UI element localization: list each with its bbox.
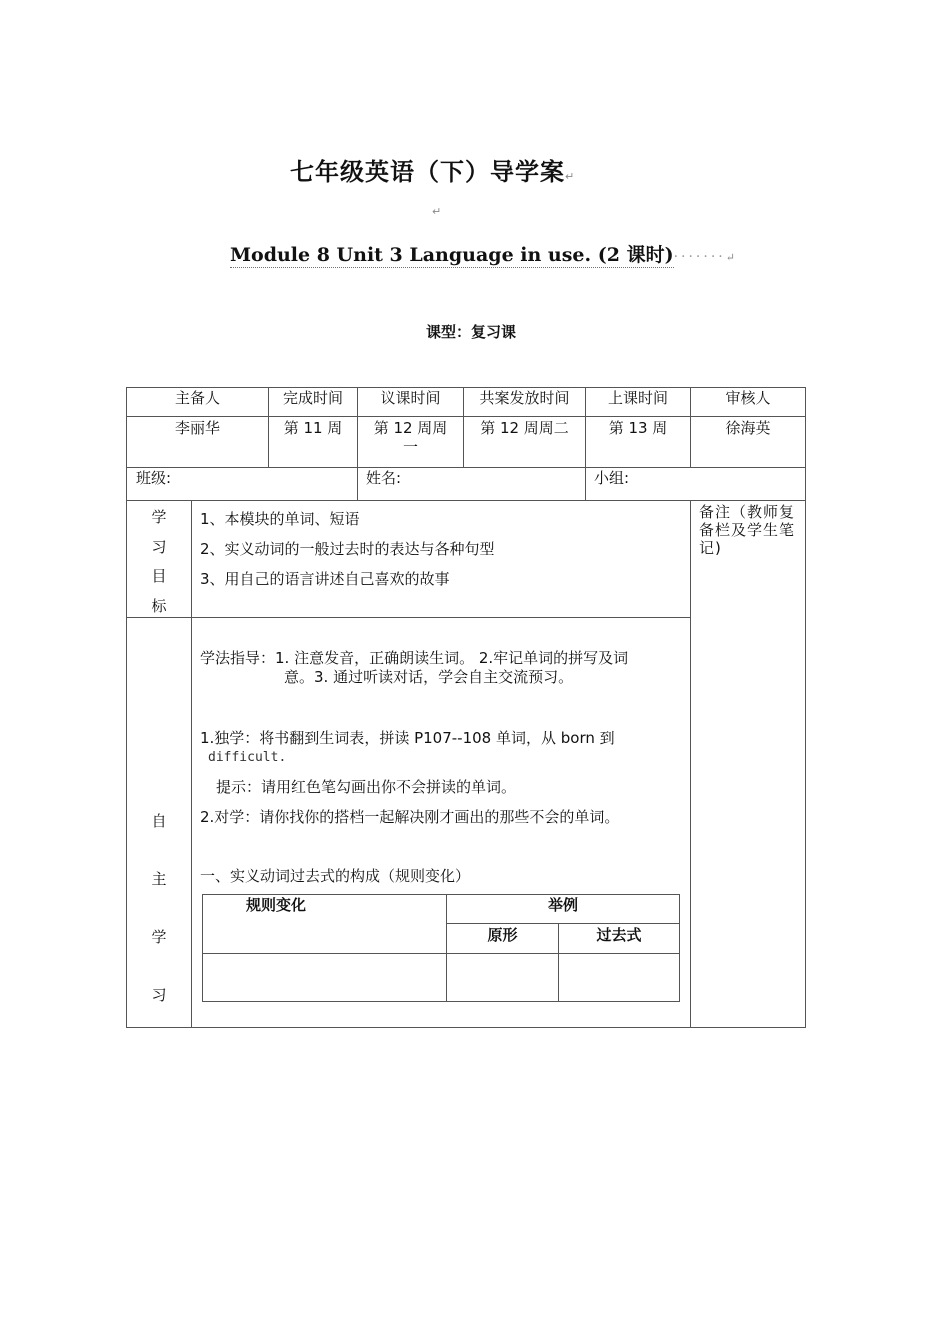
paragraph-mark-icon: ↵ — [725, 251, 735, 264]
col-past-form: 过去式 — [596, 926, 642, 944]
module-subtitle: Module 8 Unit 3 Language in use. (2 课时)·······↵ — [230, 244, 735, 266]
document-title: 七年级英语（下）导学案↵ — [290, 158, 576, 186]
header-reviewer: 审核人 — [725, 389, 771, 407]
study-guide: 学法指导：1. 注意发音，正确朗读生词。 2.牢记单词的拼写及词 意。3. 通过听读对话，学会自主交流预习。 — [200, 649, 629, 686]
paragraph-mark-icon: ↵ — [565, 170, 576, 183]
section-title: 一、实义动词过去式的构成（规则变化） — [200, 867, 471, 885]
paragraph-mark-icon: ↵ — [432, 205, 442, 218]
goal-item: 3、用自己的语言讲述自己喜欢的故事 — [200, 570, 450, 588]
class-time-value: 第 13 周 — [608, 419, 668, 437]
group-label: 小组: — [594, 469, 630, 487]
self-study-side-label: 自 主 学 习 — [151, 812, 167, 1004]
header-preparer: 主备人 — [174, 389, 220, 407]
finish-time-value: 第 11 周 — [283, 419, 343, 437]
release-time-value: 第 12 周周二 — [480, 419, 569, 437]
col-rule: 规则变化 — [246, 896, 307, 914]
course-type: 课型：复习课 — [426, 323, 517, 341]
goals-side-label: 学 习 目 标 — [151, 508, 167, 615]
header-discuss-time: 议课时间 — [380, 389, 441, 407]
header-release-time: 共案发放时间 — [479, 389, 570, 407]
step-pair-study: 2.对学：请你找你的搭档一起解决刚才画出的那些不会的单词。 — [200, 808, 620, 826]
step-independent-study: 1.独学：将书翻到生词表，拼读 P107--108 单词，从 born 到 difficult. — [200, 729, 615, 765]
reviewer-value: 徐海英 — [725, 419, 771, 437]
goal-item: 1、本模块的单词、短语 — [200, 510, 360, 528]
header-class-time: 上课时间 — [607, 389, 668, 407]
col-example: 举例 — [547, 896, 578, 914]
notes-label: 备注（教师复备栏及学生笔记) — [699, 503, 796, 557]
header-finish-time: 完成时间 — [282, 389, 343, 407]
preparer-value: 李丽华 — [174, 419, 220, 437]
discuss-time-value: 第 12 周周 一 — [373, 419, 448, 456]
hint-text: 提示：请用红色笔勾画出你不会拼读的单词。 — [216, 778, 517, 796]
class-label: 班级: — [136, 469, 172, 487]
name-label: 姓名: — [366, 469, 402, 487]
dot-leader: ······· — [673, 249, 726, 265]
goals-list — [200, 504, 685, 594]
goal-item: 2、实义动词的一般过去时的表达与各种句型 — [200, 540, 495, 558]
col-base-form: 原形 — [487, 926, 518, 944]
